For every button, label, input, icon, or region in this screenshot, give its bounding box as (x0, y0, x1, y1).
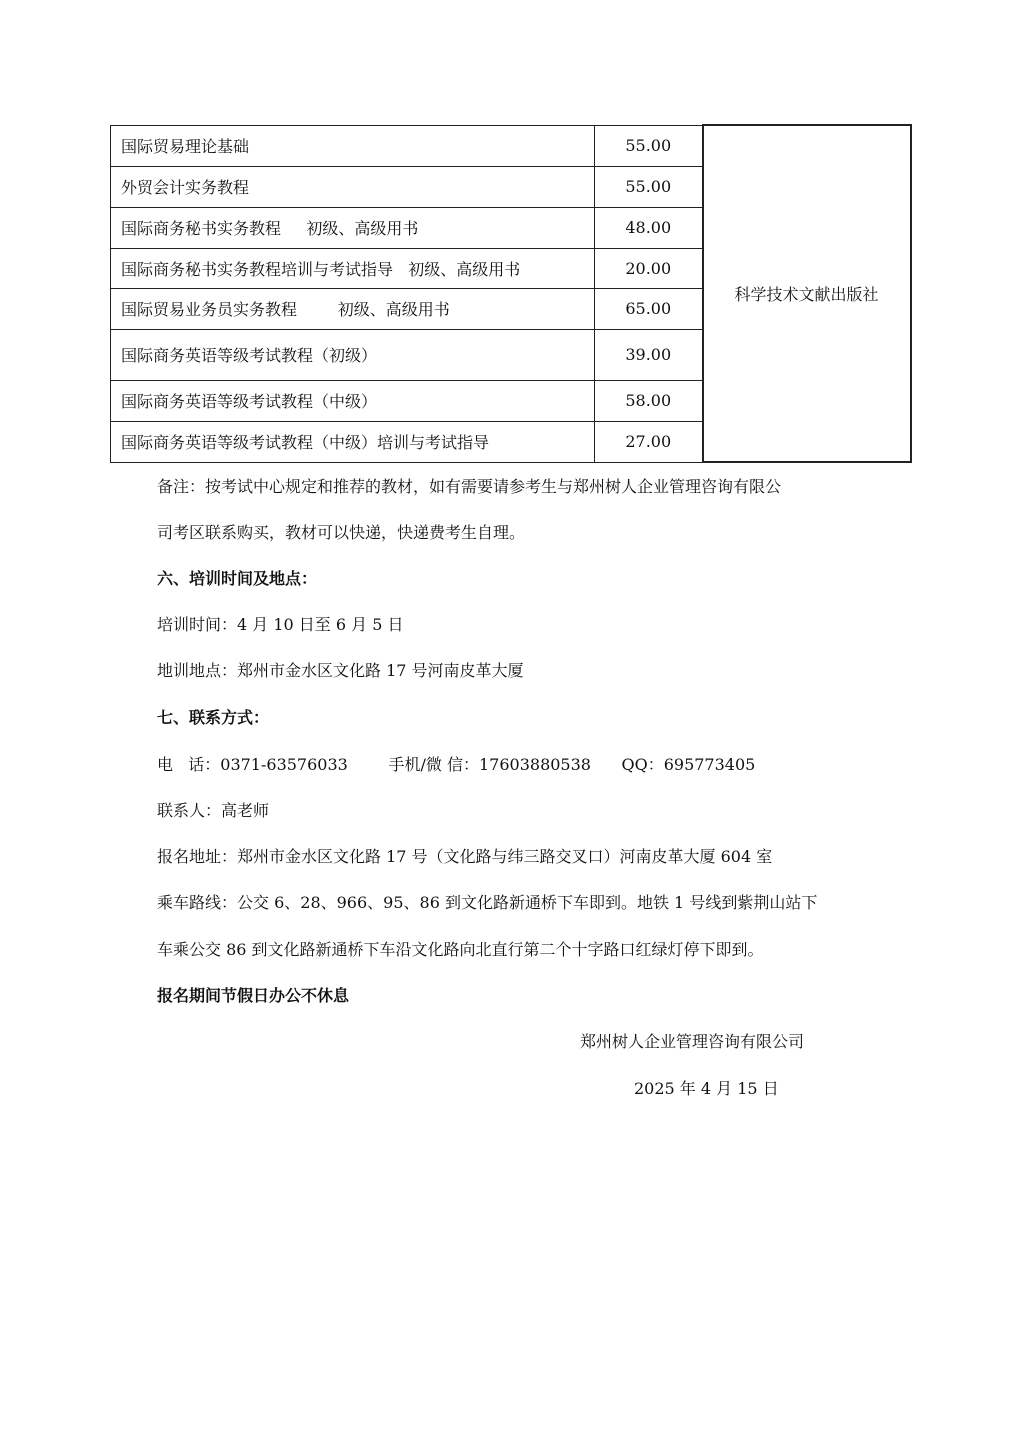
book-title: 国际商务秘书实务教程 初级、高级用书 (111, 207, 595, 248)
route-line-2: 车乘公交 86 到文化路新通桥下车沿文化路向北直行第二个十字路口红绿灯停下即到。 (157, 940, 764, 959)
book-title: 国际贸易业务员实务教程 初级、高级用书 (111, 288, 595, 329)
book-price: 48.00 (595, 207, 703, 248)
signature-date: 2025 年 4 月 15 日 (634, 1079, 779, 1098)
book-title: 国际商务秘书实务教程培训与考试指导 初级、高级用书 (111, 248, 595, 288)
route-line-1: 乘车路线：公交 6、28、966、95、86 到文化路新通桥下车即到。地铁 1 号线到紫荆山站下 (157, 893, 818, 912)
book-title: 国际商务英语等级考试教程（中级） (111, 380, 595, 421)
book-price: 20.00 (595, 248, 703, 288)
book-price: 55.00 (595, 125, 703, 166)
book-title: 外贸会计实务教程 (111, 166, 595, 207)
textbook-table (110, 124, 912, 463)
holiday-notice: 报名期间节假日办公不休息 (157, 986, 350, 1005)
table-row (111, 125, 911, 166)
training-place: 地训地点：郑州市金水区文化路 17 号河南皮革大厦 (157, 661, 524, 680)
section-6-heading: 六、培训时间及地点： (157, 569, 318, 588)
note-line-1: 备注：按考试中心规定和推荐的教材，如有需要请参考生与郑州树人企业管理咨询有限公 (157, 477, 782, 496)
phone-line: 电 话：0371-63576033 手机/微 信：17603880538 QQ：695773405 (157, 755, 756, 774)
book-title: 国际商务英语等级考试教程（中级）培训与考试指导 (111, 421, 595, 462)
book-price: 39.00 (595, 329, 703, 380)
training-time: 培训时间：4 月 10 日至 6 月 5 日 (157, 615, 404, 634)
publisher-cell: 科学技术文献出版社 (703, 125, 911, 462)
registration-address: 报名地址：郑州市金水区文化路 17 号（文化路与纬三路交叉口）河南皮革大厦 604 室 (157, 847, 773, 866)
section-7-heading: 七、联系方式： (157, 708, 270, 727)
book-price: 58.00 (595, 380, 703, 421)
book-price: 65.00 (595, 288, 703, 329)
book-price: 27.00 (595, 421, 703, 462)
book-title: 国际商务英语等级考试教程（初级） (111, 329, 595, 380)
note-line-2: 司考区联系购买，教材可以快递，快递费考生自理。 (157, 523, 526, 542)
book-title: 国际贸易理论基础 (111, 125, 595, 166)
signature-company: 郑州树人企业管理咨询有限公司 (580, 1032, 805, 1051)
contact-person: 联系人：高老师 (157, 801, 270, 820)
book-price: 55.00 (595, 166, 703, 207)
